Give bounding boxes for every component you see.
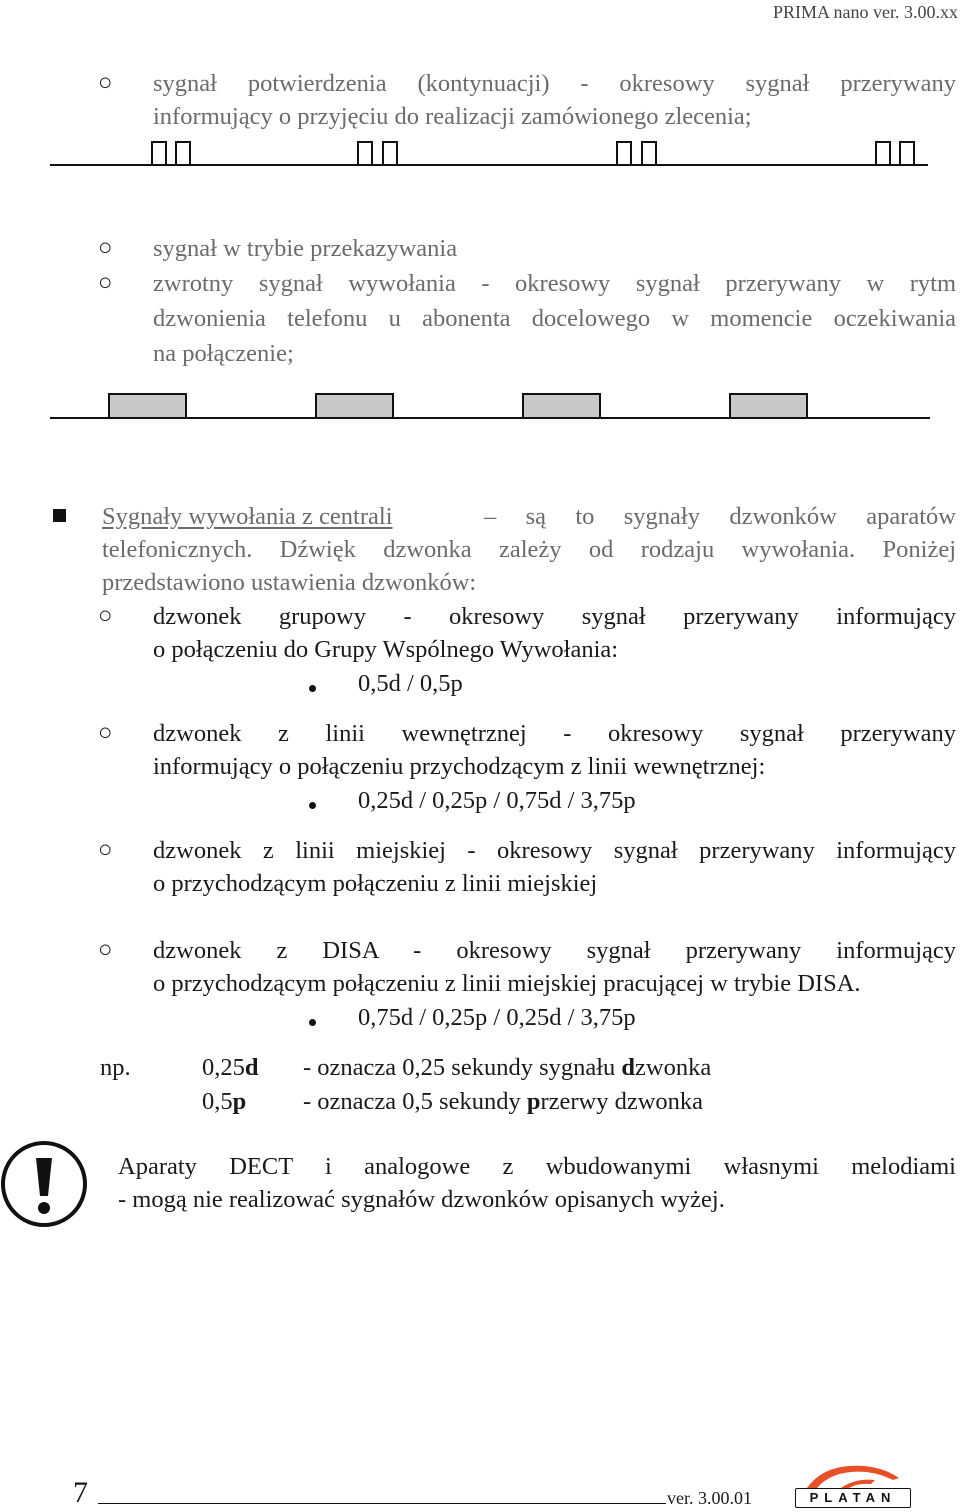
ring-group-pattern: 0,5d / 0,5p bbox=[358, 670, 463, 697]
example-prefix: np. bbox=[100, 1054, 131, 1081]
exclamation-icon bbox=[0, 1140, 90, 1230]
circle-bullet-icon: ○ bbox=[98, 70, 113, 96]
ring-disa-pattern: 0,75d / 0,25p / 0,25d / 3,75p bbox=[358, 1004, 636, 1031]
page-header-title: PRIMA nano ver. 3.00.xx bbox=[772, 2, 958, 22]
ringback-line1: zwrotny sygnał wywołania - okresowy sygnał przerywany w rytm bbox=[153, 270, 956, 297]
footer-rule bbox=[98, 1503, 666, 1504]
square-bullet-icon bbox=[53, 509, 66, 522]
forwarding-mode-item: sygnał w trybie przekazywania bbox=[153, 235, 458, 262]
circle-bullet-icon: ○ bbox=[98, 603, 113, 629]
waveform-confirmation bbox=[0, 130, 960, 180]
ring-external-line1: dzwonek z linii miejskiej - okresowy sygnał przerywany informujący bbox=[153, 837, 956, 864]
dot-bullet-icon bbox=[309, 1019, 316, 1026]
platan-logo bbox=[793, 1458, 913, 1508]
page-number: 7 bbox=[73, 1476, 88, 1509]
ring-group-line1: dzwonek grupowy - okresowy sygnał przerywany informujący bbox=[153, 603, 956, 630]
ring-disa-line2: o przychodzącym połączeniu z linii miejskiej pracującej w trybie DISA. bbox=[153, 970, 861, 997]
ring-signals-intro-rest: – są to sygnały dzwonków aparatów bbox=[484, 503, 956, 530]
platan-logo-text: PLATAN bbox=[795, 1488, 911, 1508]
ring-signals-line2: telefonicznych. Dźwięk dzwonka zależy od rodzaju wywołania. Poniżej bbox=[102, 536, 956, 563]
ring-signals-heading: Sygnały wywołania z centrali bbox=[102, 503, 393, 530]
circle-bullet-icon: ○ bbox=[98, 937, 113, 963]
pulse-pair bbox=[152, 142, 914, 165]
example-row1-desc: - oznacza 0,25 sekundy sygnału dzwonka bbox=[303, 1054, 712, 1081]
circle-bullet-icon: ○ bbox=[98, 837, 113, 863]
note-line2: - mogą nie realizować sygnałów dzwonków opisanych wyżej. bbox=[118, 1186, 725, 1213]
signal-confirm-line1: sygnał potwierdzenia (kontynuacji) - okresowy sygnał przerywany bbox=[153, 70, 956, 97]
waveform-ringback bbox=[0, 385, 960, 430]
ring-internal-pattern: 0,25d / 0,25p / 0,75d / 3,75p bbox=[358, 787, 636, 814]
ringback-line3: na połączenie; bbox=[153, 340, 294, 367]
note-line1: Aparaty DECT i analogowe z wbudowanymi własnymi melodiami bbox=[118, 1153, 956, 1180]
ring-group-line2: o połączeniu do Grupy Wspólnego Wywołania: bbox=[153, 636, 619, 663]
signal-confirm-line2: informujący o przyjęciu do realizacji zamówionego zlecenia; bbox=[153, 103, 752, 130]
dot-bullet-icon bbox=[309, 802, 316, 809]
circle-bullet-icon: ○ bbox=[98, 270, 113, 296]
example-row1-value: 0,25d bbox=[202, 1054, 259, 1081]
ring-external-line2: o przychodzącym połączeniu z linii miejskiej bbox=[153, 870, 598, 897]
circle-bullet-icon: ○ bbox=[98, 720, 113, 746]
ringback-line2: dzwonienia telefonu u abonenta docelowego w momencie oczekiwania bbox=[153, 305, 956, 332]
example-row2-value: 0,5p bbox=[202, 1088, 247, 1115]
ring-signals-line3: przedstawiono ustawienia dzwonków: bbox=[102, 569, 477, 596]
circle-bullet-icon: ○ bbox=[98, 235, 113, 261]
footer-version: ver. 3.00.01 bbox=[667, 1488, 752, 1508]
ring-internal-line1: dzwonek z linii wewnętrznej - okresowy sygnał przerywany bbox=[153, 720, 956, 747]
ring-internal-line2: informujący o połączeniu przychodzącym z linii wewnętrznej: bbox=[153, 753, 766, 780]
ring-disa-line1: dzwonek z DISA - okresowy sygnał przerywany informujący bbox=[153, 937, 956, 964]
example-row2-desc: - oznacza 0,5 sekundy przerwy dzwonka bbox=[303, 1088, 704, 1115]
platan-logo-mark-icon bbox=[793, 1458, 913, 1492]
dot-bullet-icon bbox=[309, 685, 316, 692]
